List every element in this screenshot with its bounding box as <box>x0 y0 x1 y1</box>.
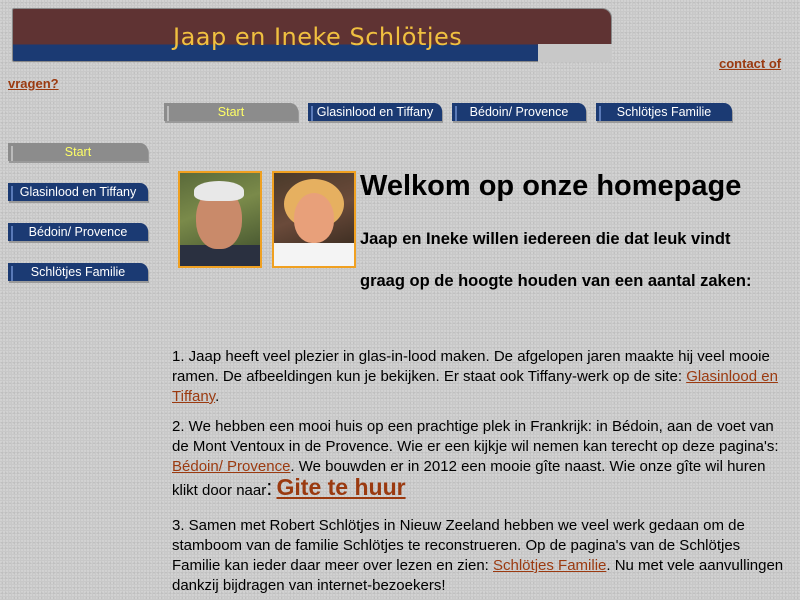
side-nav-familie[interactable]: Schlötjes Familie <box>8 263 148 281</box>
photo-ineke <box>272 171 356 268</box>
paragraph-text: . We bouwden er in 2012 een mooie gîte naast. Wie onze gîte wil huren klikt door naar <box>172 458 766 499</box>
side-nav-start[interactable]: Start <box>8 143 148 161</box>
page-title: Welkom op onze homepage <box>360 170 742 202</box>
top-nav-familie[interactable]: Schlötjes Familie <box>596 103 732 121</box>
top-nav-bedoin[interactable]: Bédoin/ Provence <box>452 103 586 121</box>
contact-link-line2[interactable]: vragen? <box>8 76 59 91</box>
paragraph-text: 1. Jaap heeft veel plezier in glas-in-lood maken. De afgelopen jaren maakte hij veel mooie ramen. De afbeeldingen kun je bekijken. Er staat ook Tiffany-werk op de site: <box>172 348 770 385</box>
colon: : <box>266 475 273 500</box>
intro-line-2: graag op de hoogte houden van een aantal zaken: <box>360 272 752 290</box>
contact-link-line1[interactable]: contact of <box>719 56 782 71</box>
site-title: Jaap en Ineke Schlötjes <box>173 23 463 51</box>
side-nav-bedoin[interactable]: Bédoin/ Provence <box>8 223 148 241</box>
glasinlood-link[interactable]: Glasinlood en Tiffany <box>172 368 778 405</box>
banner-corner-cut <box>538 44 612 62</box>
site-banner <box>12 8 612 62</box>
intro-line-1: Jaap en Ineke willen iedereen die dat leuk vindt <box>360 230 731 248</box>
top-nav-glasinlood[interactable]: Glasinlood en Tiffany <box>308 103 442 121</box>
familie-link[interactable]: Schlötjes Familie <box>493 557 607 574</box>
photo-jaap <box>178 171 262 268</box>
paragraph-text: 3. Samen met Robert Schlötjes in Nieuw Zeeland hebben we veel werk gedaan om de stamboom van de familie Schlötjes te reconstrueren. Op de pagina's van de Schlötjes Familie kan ieder daar meer over lezen en zien: <box>172 517 745 574</box>
paragraph-glasinlood <box>172 347 792 407</box>
top-nav-start[interactable]: Start <box>164 103 298 121</box>
paragraph-bedoin <box>172 417 792 501</box>
bedoin-link[interactable]: Bédoin/ Provence <box>172 458 291 475</box>
paragraph-text: . Nu met vele aanvullingen dankzij bijdragen van internet-bezoekers! <box>172 557 784 594</box>
gite-te-huur-link[interactable]: Gite te huur <box>276 474 406 500</box>
side-nav-glasinlood[interactable]: Glasinlood en Tiffany <box>8 183 148 201</box>
paragraph-familie <box>172 516 792 596</box>
paragraph-text: . <box>215 388 220 405</box>
paragraph-text: 2. We hebben een mooi huis op een prachtige plek in Frankrijk: in Bédoin, aan de voet van de Mont Ventoux in de Provence. Wie er een kijkje wil nemen kan terecht op deze pagina's: <box>172 418 779 455</box>
